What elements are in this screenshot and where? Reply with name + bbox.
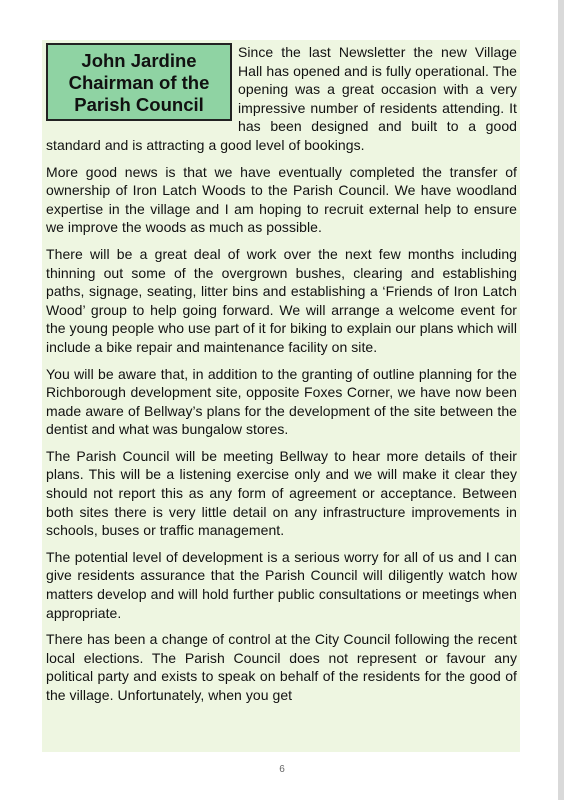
paragraph-iron-latch-woods: More good news is that we have eventually completed the transfer of ownership of Iron Latch Woods to the Parish Council. We have woodland expertise in the village and I am hoping to recruit external help to ensure we improve the woods as much as possible. (46, 163, 517, 236)
chairman-article-panel (42, 40, 520, 752)
paragraph-village-hall: Since the last Newsletter the new Village Hall has opened and is fully operational. The opening was a great occasion with a very impressive number of residents attending. It has been designed and built to a good standard and is attracting a good level of bookings. (46, 44, 517, 153)
heading-organisation: Parish Council (74, 94, 204, 115)
article-heading-box (46, 43, 232, 121)
paragraph-bellway-meeting: The Parish Council will be meeting Bellway to hear more details of their plans. This will be a listening exercise only and we will make it clear they should not report this as any form of agreement or acceptance. Between both sites there is very little detail on any infrastructure improvements in schools, buses or traffic management. (46, 447, 517, 539)
heading-role: Chairman of the (68, 72, 210, 93)
paragraph-city-council: There has been a change of control at the City Council following the recent local elections. The Parish Council does not represent or favour any political party and exists to speak on behalf of the residents for the good of the village. Unfortunately, when you get (46, 631, 517, 703)
page-number: 6 (279, 764, 285, 775)
paragraph-development-concern: The potential level of development is a serious worry for all of us and I can give residents assurance that the Parish Council will diligently watch how matters develop and will hold further public consultations or meetings when appropriate. (46, 548, 517, 621)
heading-name: John Jardine (81, 50, 197, 71)
page-edge-shadow (558, 0, 564, 800)
paragraph-woods-work: There will be a great deal of work over the next few months including thinning out some of the overgrown bushes, clearing and establishing paths, signage, seating, litter bins and establishing a ‘Friends of Iron Latch Wood’ group to help going forward. We will arrange a welcome event for the young people who use part of it for biking to explain our plans which will include a bike repair and maintenance facility on site. (46, 245, 517, 355)
paragraph-bellway-plans: You will be aware that, in addition to the granting of outline planning for the Richborough development site, opposite Foxes Corner, we have now been made aware of Bellway’s plans for the development of the site between the dentist and what was bungalow stores. (46, 365, 517, 438)
